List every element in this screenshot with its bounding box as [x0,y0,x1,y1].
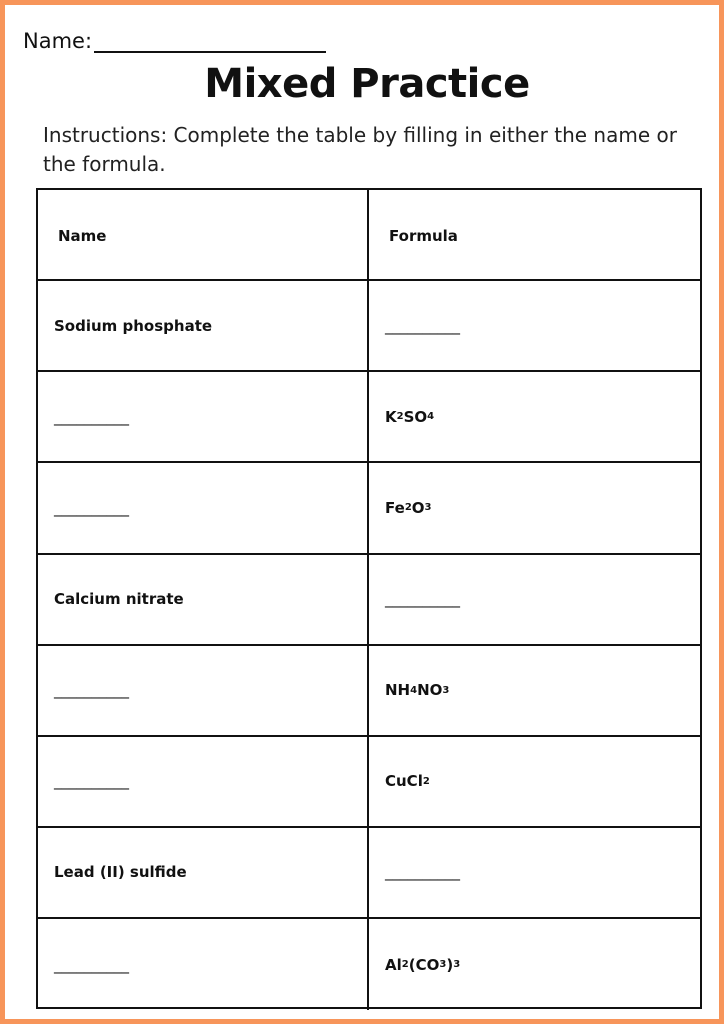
formula-cell [369,737,700,826]
table-header-row [38,190,700,281]
column-header-name: Name [38,190,369,279]
column-header-formula: Formula [389,226,458,245]
table-row [38,646,700,737]
name-cell[interactable]: __________ [38,737,369,826]
practice-table [36,188,702,1009]
formula-subscript: 3 [453,959,461,971]
formula-subscript: 2 [404,502,412,514]
formula-part: NO [417,681,443,700]
formula-cell [369,646,700,735]
formula-cell[interactable]: __________ [385,316,460,335]
formula-subscript: 2 [401,959,409,971]
name-label: Name: [23,29,93,53]
table-row [38,737,700,828]
table-row [38,281,700,372]
formula-subscript: 2 [396,411,404,423]
formula-part: O [414,407,428,426]
name-cell: Lead (II) sulfide [38,828,369,917]
formula-cell [369,919,700,1010]
formula-cell[interactable]: __________ [385,863,460,882]
table-row [38,463,700,554]
instructions-text: Instructions: Complete the table by filling in either the name or the formula. [43,123,677,176]
formula-subscript: 3 [424,502,432,514]
formula-part: Fe [385,498,405,517]
name-field [23,25,326,53]
formula-subscript: 3 [439,959,447,971]
table-row [38,555,700,646]
name-cell: Sodium phosphate [38,281,369,370]
name-cell[interactable]: __________ [38,372,369,461]
table-row [38,919,700,1010]
name-cell[interactable]: __________ [38,919,369,1010]
page-title: Mixed Practice [204,61,530,107]
formula-part: S [403,407,415,426]
formula-subscript: 4 [427,411,435,423]
formula-part: NH [385,681,411,700]
name-cell[interactable]: __________ [38,646,369,735]
formula-part: ) [446,955,454,974]
table-row [38,828,700,919]
formula-part: Al [385,955,402,974]
formula-subscript: 4 [410,684,418,696]
formula-part: (CO [408,955,440,974]
name-cell: Calcium nitrate [38,555,369,644]
name-cell[interactable]: __________ [38,463,369,552]
formula-part: CuCl [385,772,423,791]
formula-cell[interactable]: __________ [385,590,460,609]
formula-subscript: 2 [422,775,430,787]
formula-part: K [385,407,397,426]
formula-subscript: 3 [442,684,450,696]
formula-part: O [411,498,425,517]
formula-cell [369,463,700,552]
table-row [38,372,700,463]
name-blank-line[interactable] [94,25,326,53]
formula-cell [369,372,700,461]
